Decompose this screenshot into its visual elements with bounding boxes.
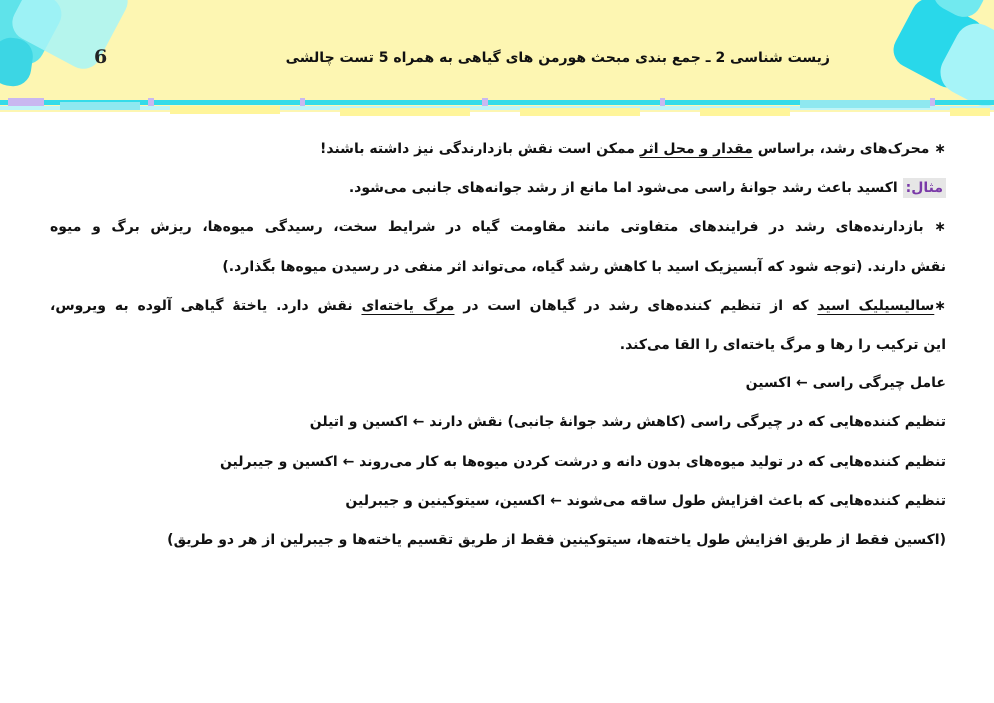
bullet-paragraph-salicylic-line2: این ترکیب را رها و مرگ یاخته‌ای را القا می‌کند. [619,337,946,353]
page-title: زیست شناسی 2 ـ جمع بندی مبحث هورمن های گیاهی به همراه 5 تست چالشی [285,50,830,66]
example-label: مثال: [903,178,946,198]
bullet-star-icon: ∗ [934,298,947,314]
summary-line-seedless-fruit: تنظیم کننده‌هایی که در تولید میوه‌های بدون دانه و درشت کردن میوه‌ها به کار می‌روند ← اکسین و جیبرلین [219,454,946,470]
text: که از تنظیم کننده‌های رشد در گیاهان است در [454,298,818,314]
text: بازدارنده‌های رشد در فرایندهای متفاوتی مانند مقاومت گیاه در شرایط سخت، رسیدگی میوه‌ها، ریزش برگ و میوه [50,219,935,235]
bullet-star-icon: ∗ [934,219,946,235]
bullet-paragraph-salicylic-line1 [50,298,946,314]
text: محرک‌های رشد، براساس [752,141,935,157]
underlined-term: سالیسیلیک اسید [817,298,935,314]
example-text: اکسید باعث رشد جوانهٔ راسی می‌شود اما مانع از رشد جوانه‌های جانبی می‌شود. [348,180,903,196]
example-line [349,180,946,196]
summary-line-mechanism-note: (اکسین فقط از طریق افزایش طول یاخته‌ها، سیتوکینین فقط از طریق تقسیم یاخته‌ها و جیبرلین از هر دو طریق) [167,532,946,548]
text: ممکن است نقش بازدارندگی نیز داشته باشند! [319,141,640,157]
decorative-strip [0,96,994,120]
summary-line-lateral-bud: تنظیم کننده‌هایی که در چیرگی راسی (کاهش رشد جوانهٔ جانبی) نقش دارند ← اکسین و اتیلن [309,414,946,430]
underlined-term: مرگ یاخته‌ای [361,298,455,314]
bullet-star-icon: ∗ [934,141,946,157]
summary-line-apical-dominance: عامل چیرگی راسی ← اکسین [745,375,946,391]
underlined-term: مقدار و محل اثر [639,141,753,157]
text: نقش دارد. یاختهٔ گیاهی آلوده به ویروس، [50,298,362,314]
summary-line-stem-elongation: تنظیم کننده‌هایی که باعث افزایش طول ساقه می‌شوند ← اکسین، سیتوکینین و جیبرلین [345,493,946,509]
bullet-paragraph-inhibitors-line2: نقش دارند. (توجه شود که آبسیزیک اسید با کاهش رشد گیاه، می‌تواند اثر منفی در رسیدن میوه‌ها بگذارد.) [222,259,946,275]
bullet-paragraph-inhibitors-line1 [50,219,946,235]
bullet-paragraph-growth-stimulators [320,141,946,157]
page-number: 6 [94,46,108,68]
